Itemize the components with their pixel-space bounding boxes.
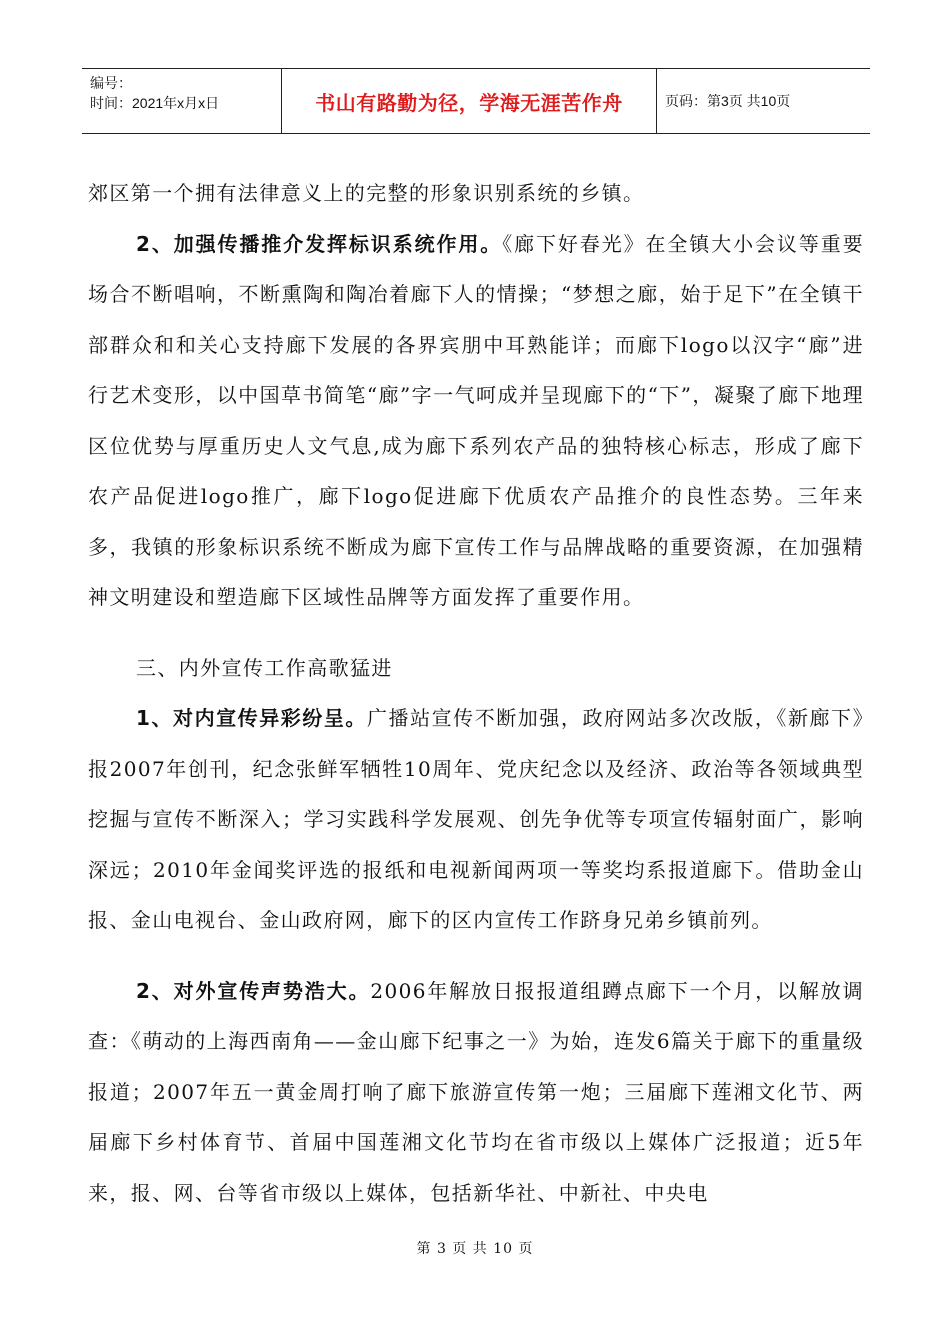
- paragraph-2: [88, 219, 864, 623]
- paragraph-3-lead: 1、对内宣传异彩纷呈。: [136, 706, 367, 730]
- paragraph-2-lead: 2、加强传播推介发挥标识系统作用。: [136, 231, 503, 256]
- paragraph-4-text: 2006年解放日报报道组蹲点廊下一个月，以解放调查：《萌动的上海西南角——金山廊下纪事之一》为始，连发6篇关于廊下的重量级报道；2007年五一黄金周打响了廊下旅游宣传第一炮；三届廊下莲湘文化节、两届廊下乡村体育节、首届中国莲湘文化节均在省市级以上媒体广泛报道；近5年来，报、网、台等省市级以上媒体，包括新华社、中新社、中央电: [88, 978, 865, 1205]
- section-3-heading: 三、内外宣传工作高歌猛进: [136, 655, 393, 680]
- paragraph-3: [88, 693, 864, 946]
- document-header: [82, 68, 870, 134]
- header-motto: 书山有路勤为径，学海无涯苦作舟: [282, 69, 657, 133]
- document-body: [88, 168, 864, 1218]
- page-footer: 第 3 页 共 10 页: [416, 1241, 534, 1257]
- header-date: 时间：2021年x月x日: [90, 95, 220, 111]
- paragraph-2-text: 《廊下好春光》在全镇大小会议等重要场合不断唱响，不断熏陶和陶冶着廊下人的情操；“梦想之廊，始于足下”在全镇干部群众和和关心支持廊下发展的各界宾朋中耳熟能详；而廊下logo以汉字“廊”进行艺术变形，以中国草书简笔“廊”字一气呵成并呈现廊下的“下”，凝聚了廊下地理区位优势与厚重历史人文气息,成为廊下系列农产品的独特核心标志，形成了廊下农产品促进logo推广，廊下logo促进廊下优质农产品推介的良性态势。三年来多，我镇的形象标识系统不断成为廊下宣传工作与品牌战略的重要资源，在加强精神文明建设和塑造廊下区域性品牌等方面发挥了重要作用。: [88, 231, 864, 609]
- paragraph-1: 郊区第一个拥有法律意义上的完整的形象识别系统的乡镇。: [88, 181, 645, 205]
- paragraph-3-text: 广播站宣传不断加强，政府网站多次改版，《新廊下》报2007年创刊，纪念张鲜军牺牲10周年、党庆纪念以及经济、政治等各领域典型挖掘与宣传不断深入；学习实践科学发展观、创先争优等专项宣传辐射面广，影响深远；2010年金闻奖评选的报纸和电视新闻两项一等奖均系报道廊下。借助金山报、金山电视台、金山政府网，廊下的区内宣传工作跻身兄弟乡镇前列。: [88, 706, 864, 932]
- header-meta: [82, 69, 282, 133]
- header-number: 编号：: [90, 75, 132, 91]
- paragraph-4-lead: 2、对外宣传声势浩大。: [136, 978, 371, 1003]
- header-page-info: 页码：第3页 共10页: [665, 93, 791, 109]
- paragraph-4: [88, 966, 864, 1219]
